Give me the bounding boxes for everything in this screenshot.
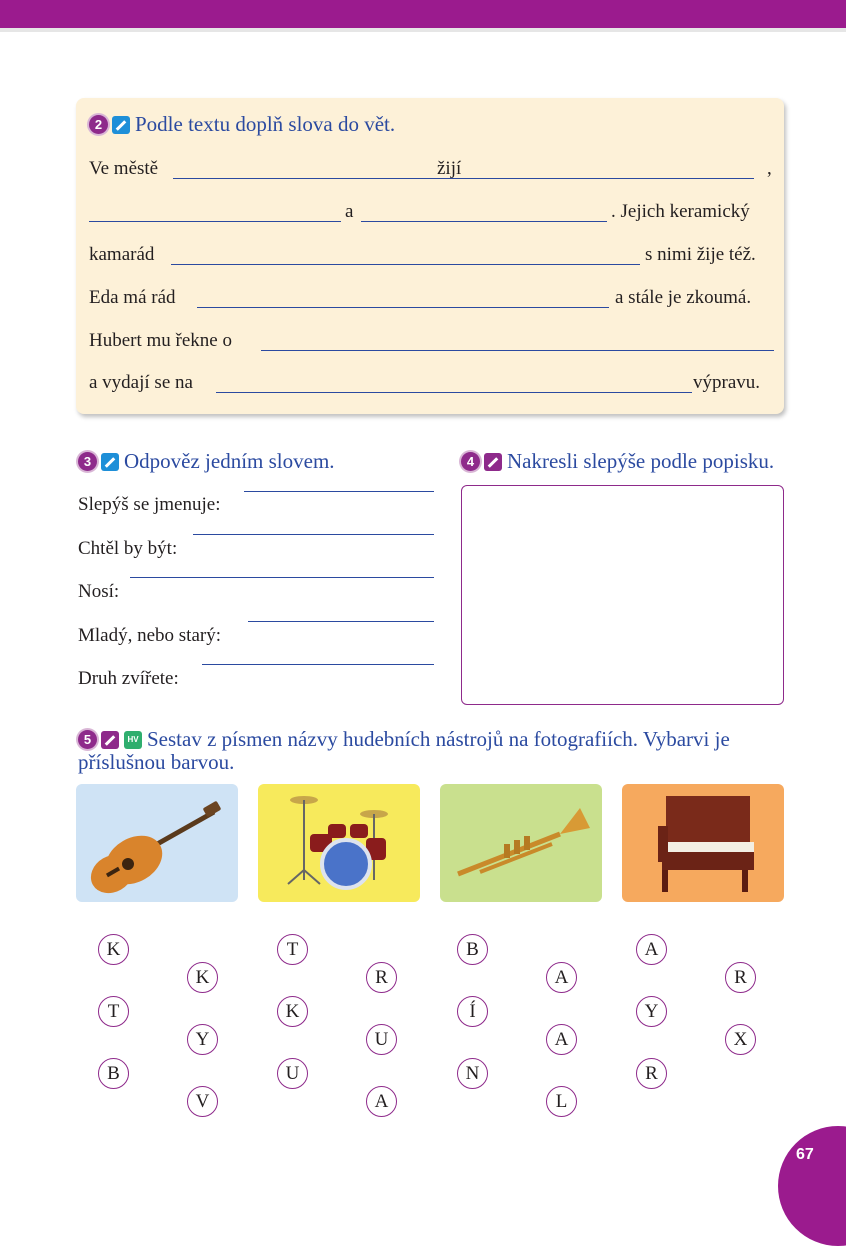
letter-circle[interactable]: U <box>277 1058 308 1089</box>
page-number: 67 <box>796 1146 814 1163</box>
drums-icon <box>258 784 420 902</box>
drawing-area[interactable] <box>461 485 784 705</box>
exercise-2-line-5 <box>89 330 775 356</box>
text: , <box>767 158 772 179</box>
letter-circle[interactable]: U <box>366 1024 397 1055</box>
exercise-2-line-3 <box>89 244 775 270</box>
letter-circle[interactable]: K <box>277 996 308 1027</box>
letter-circle[interactable]: B <box>457 934 488 965</box>
answer-blank[interactable] <box>89 221 341 222</box>
letter-circle[interactable]: A <box>636 934 667 965</box>
text: . Jejich keramický <box>611 201 750 222</box>
letter-circle[interactable]: A <box>546 962 577 993</box>
letter-circle[interactable]: B <box>98 1058 129 1089</box>
exercise-4-heading <box>461 449 774 474</box>
exercise-5-heading <box>78 727 730 752</box>
trumpet-icon <box>440 784 602 902</box>
letter-circle[interactable]: A <box>546 1024 577 1055</box>
letter-circle[interactable]: T <box>98 996 129 1027</box>
answer-blank[interactable] <box>171 264 640 265</box>
answer-blank[interactable] <box>197 307 609 308</box>
exercise-2-line-4 <box>89 287 775 313</box>
letter-circle[interactable]: V <box>187 1086 218 1117</box>
page-number-badge <box>778 1126 846 1246</box>
question-label: Mladý, nebo starý: <box>78 625 222 646</box>
exercise-number-badge: 2 <box>89 115 108 134</box>
answer-blank[interactable] <box>216 392 692 393</box>
letter-circle[interactable]: L <box>546 1086 577 1117</box>
text: Eda má rád <box>89 287 176 308</box>
letter-circle[interactable]: R <box>636 1058 667 1089</box>
question-wears <box>78 581 119 603</box>
question-label: Slepýš se jmenuje: <box>78 494 221 515</box>
answer-blank[interactable] <box>248 621 434 622</box>
text: Hubert mu řekne o <box>89 330 232 351</box>
letter-circle[interactable]: K <box>98 934 129 965</box>
answer-blank[interactable] <box>202 664 434 665</box>
pencil-icon <box>101 731 119 749</box>
pencil-icon <box>484 453 502 471</box>
answer-blank[interactable] <box>173 178 521 179</box>
letter-circle[interactable]: Y <box>636 996 667 1027</box>
question-label: Nosí: <box>78 581 120 602</box>
exercise-2-heading <box>89 112 395 137</box>
top-bar <box>0 0 846 28</box>
letter-circle[interactable]: Í <box>457 996 488 1027</box>
answer-blank[interactable] <box>130 577 434 578</box>
piano-icon <box>622 784 784 902</box>
answer-blank[interactable] <box>193 534 434 535</box>
exercise-number-badge: 3 <box>78 452 97 471</box>
exercise-2-line-2 <box>89 201 775 227</box>
text: a stále je zkoumá. <box>615 287 752 308</box>
exercise-3-title: Odpověz jedním slovem. <box>124 449 335 473</box>
letter-circle[interactable]: A <box>366 1086 397 1117</box>
text: výpravu. <box>693 372 761 393</box>
exercise-2-title: Podle textu doplň slova do vět. <box>135 112 396 136</box>
answer-blank[interactable] <box>244 491 434 492</box>
exercise-4-title: Nakresli slepýše podle popisku. <box>507 449 775 473</box>
answer-blank[interactable] <box>361 221 607 222</box>
letter-circle[interactable]: R <box>366 962 397 993</box>
question-species <box>78 668 179 690</box>
exercise-5-title-line-1: Sestav z písmen názvy hudebních nástrojů na fotografiích. Vybarvi je <box>147 727 730 751</box>
pencil-icon <box>112 116 130 134</box>
letter-circle[interactable]: Y <box>187 1024 218 1055</box>
letter-circle[interactable]: K <box>187 962 218 993</box>
text: s nimi žije též. <box>645 244 756 265</box>
top-divider <box>0 28 846 32</box>
trumpet-photo <box>440 784 602 902</box>
letter-circle[interactable]: T <box>277 934 308 965</box>
exercise-5-title-line-2-wrap <box>78 750 234 775</box>
guitar-icon <box>76 784 238 902</box>
exercise-number-badge: 5 <box>78 730 97 749</box>
question-name <box>78 494 220 516</box>
guitar-photo <box>76 784 238 902</box>
drums-photo <box>258 784 420 902</box>
pencil-icon <box>101 453 119 471</box>
exercise-2-line-6 <box>89 372 775 398</box>
piano-photo <box>622 784 784 902</box>
exercise-number-badge: 4 <box>461 452 480 471</box>
question-want <box>78 538 177 560</box>
music-subject-badge: HV <box>124 731 142 749</box>
answer-blank[interactable] <box>470 178 754 179</box>
letter-circle[interactable]: R <box>725 962 756 993</box>
text: a vydají se na <box>89 372 193 393</box>
question-label: Druh zvířete: <box>78 668 179 689</box>
text: žijí <box>437 158 462 179</box>
answer-blank[interactable] <box>261 350 774 351</box>
letter-circle[interactable]: X <box>725 1024 756 1055</box>
letter-circle[interactable]: N <box>457 1058 488 1089</box>
question-age <box>78 625 221 647</box>
text: Ve městě <box>89 158 159 179</box>
exercise-3-heading <box>78 449 335 474</box>
question-label: Chtěl by být: <box>78 538 178 559</box>
exercise-5-title-line-2: příslušnou barvou. <box>78 750 235 774</box>
text: a <box>345 201 354 222</box>
text: kamarád <box>89 244 155 265</box>
exercise-2-line-1 <box>89 158 775 184</box>
